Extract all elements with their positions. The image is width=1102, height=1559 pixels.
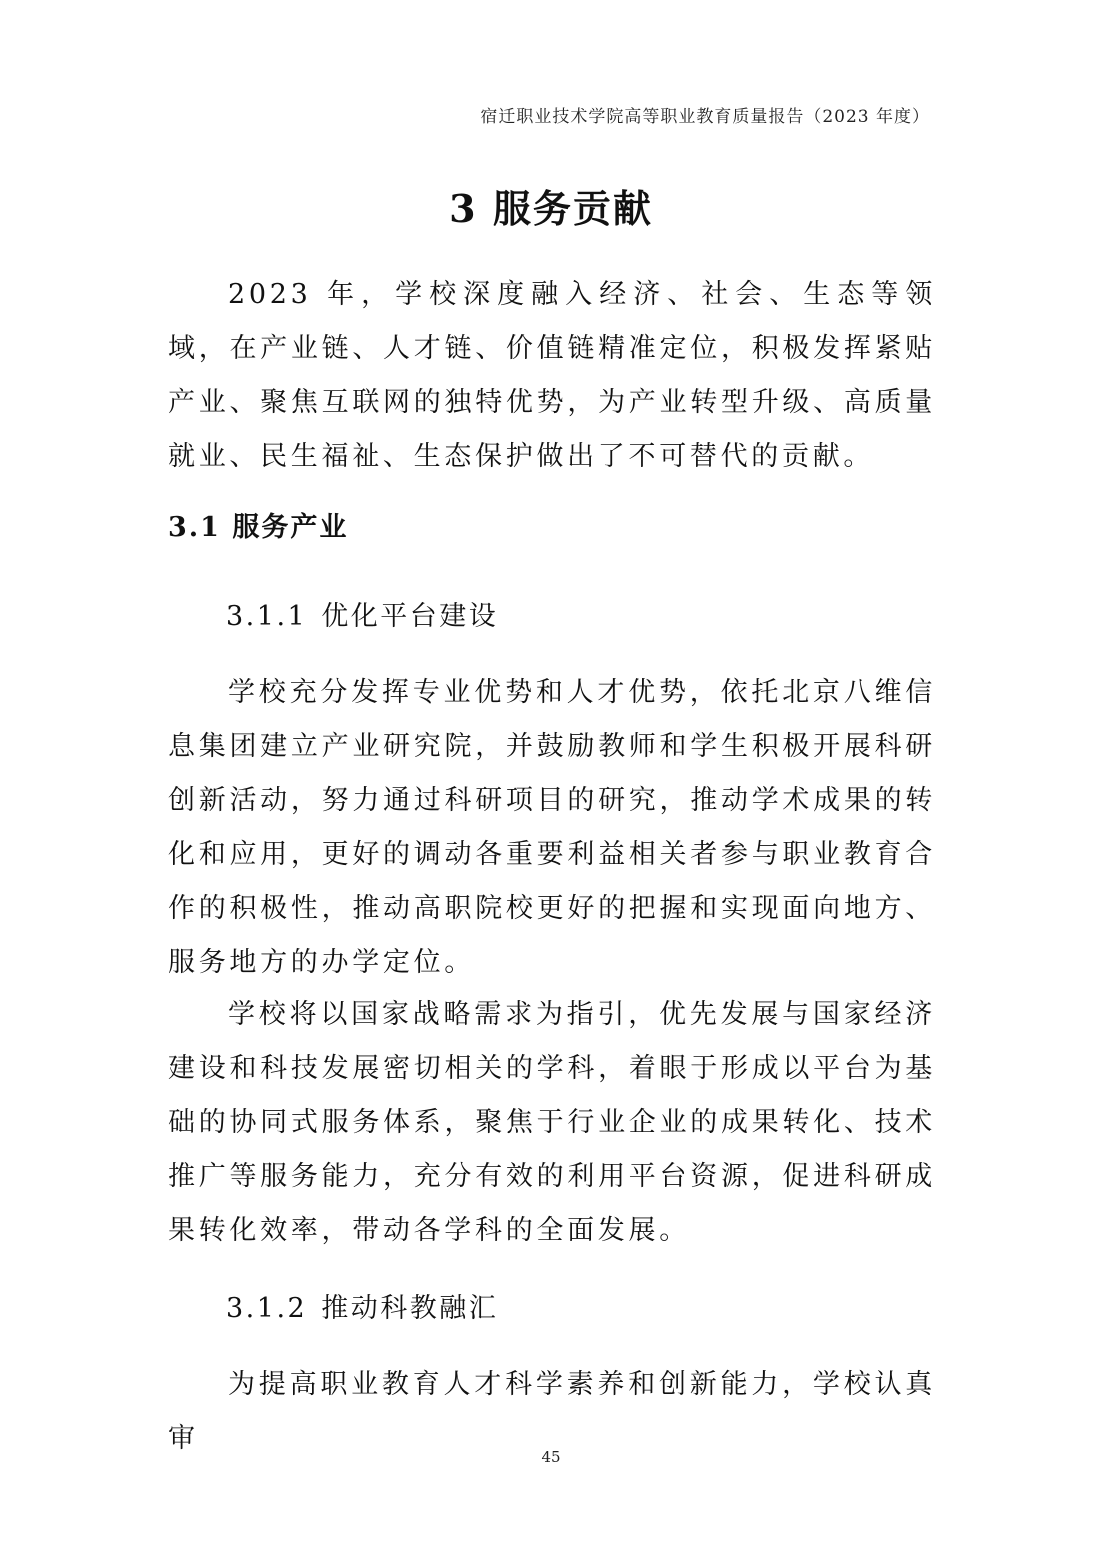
subsection-title: 优化平台建设 — [321, 601, 499, 632]
subsection-title: 推动科教融汇 — [321, 1293, 499, 1324]
page-number: 45 — [541, 1448, 561, 1466]
subsection-heading-3-1-1 — [226, 594, 498, 633]
running-header: 宿迁职业技术学院高等职业教育质量报告（2023 年度） — [480, 107, 930, 127]
body-paragraph: 学校充分发挥专业优势和人才优势，依托北京八维信息集团建立产业研究院，并鼓励教师和学生积极开展科研创新活动，努力通过科研项目的研究，推动学术成果的转化和应用，更好的调动各重要利益相关者参与职业教育合作的积极性，推动高职院校更好的把握和实现面向地方、服务地方的办学定位。 — [168, 677, 936, 978]
section-heading: 3.1 服务产业 — [168, 512, 349, 543]
subsection-number: 3.1.1 — [226, 601, 308, 632]
body-paragraph: 为提高职业教育人才科学素养和创新能力，学校认真审 — [168, 1369, 936, 1454]
body-paragraph: 学校将以国家战略需求为指引，优先发展与国家经济建设和科技发展密切相关的学科，着眼于形成以平台为基础的协同式服务体系，聚焦于行业企业的成果转化、技术推广等服务能力，充分有效的利用平台资源，促进科研成果转化效率，带动各学科的全面发展。 — [168, 999, 936, 1246]
subsection-number: 3.1.2 — [226, 1293, 308, 1324]
chapter-title: 3 服务贡献 — [449, 186, 653, 231]
subsection-heading-3-1-2 — [226, 1286, 498, 1325]
intro-paragraph: 2023 年，学校深度融入经济、社会、生态等领域，在产业链、人才链、价值链精准定位，积极发挥紧贴产业、聚焦互联网的独特优势，为产业转型升级、高质量就业、民生福祉、生态保护做出了不可替代的贡献。 — [168, 279, 936, 472]
